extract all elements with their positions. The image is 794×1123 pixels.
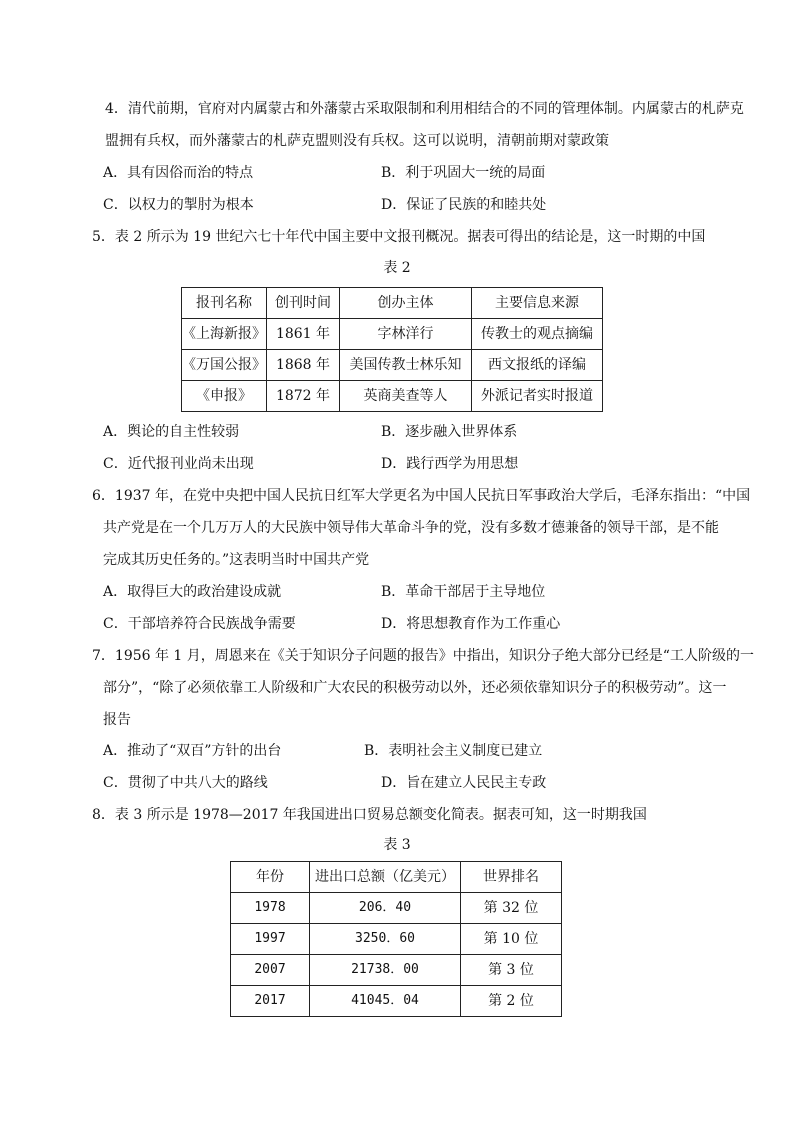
q5-option-c[interactable]: C．近代报刊业尚未出现 (103, 456, 254, 472)
table-cell: 41045．04 (310, 986, 461, 1017)
table-cell: 206．40 (310, 893, 461, 924)
q8-stem-line-1: 8．表 3 所示是 1978—2017 年我国进出口贸易总额变化简表。据表可知，这一时期我国 (92, 807, 647, 823)
table-cell: 2017 (231, 986, 310, 1017)
q7-option-c[interactable]: C．贯彻了中共八大的路线 (103, 775, 268, 791)
q6-option-a[interactable]: A．取得巨大的政治建设成就 (103, 584, 282, 600)
table-cell: 3250．60 (310, 924, 461, 955)
q7-stem-line-3: 报告 (103, 712, 131, 728)
table-3-caption: 表 3 (383, 837, 411, 853)
table-row (182, 350, 603, 381)
table-2-header-cell: 报刊名称 (182, 288, 267, 319)
table-cell: 21738．00 (310, 955, 461, 986)
q7-option-b[interactable]: B．表明社会主义制度已建立 (364, 743, 543, 759)
q7-option-a[interactable]: A．推动了“双百”方针的出台 (103, 743, 282, 759)
table-cell: 1978 (231, 893, 310, 924)
table-cell: 2007 (231, 955, 310, 986)
table-cell: 1872 年 (267, 381, 340, 412)
q7-stem-line-1: 7．1956 年 1 月，周恩来在《关于知识分子问题的报告》中指出，知识分子绝大部分已经是“工人阶级的一 (92, 648, 754, 664)
table-cell: 外派记者实时报道 (472, 381, 603, 412)
table-cell: 第 2 位 (461, 986, 562, 1017)
table-cell: 第 10 位 (461, 924, 562, 955)
table-cell: 美国传教士林乐知 (340, 350, 472, 381)
table-2 (181, 287, 603, 412)
q4-option-a[interactable]: A．具有因俗而治的特点 (103, 165, 254, 181)
q4-option-d[interactable]: D．保证了民族的和睦共处 (381, 197, 547, 213)
table-3-header-row (231, 862, 562, 893)
table-cell: 西文报纸的译编 (472, 350, 603, 381)
table-3-header-cell: 世界排名 (461, 862, 562, 893)
table-cell: 《万国公报》 (182, 350, 267, 381)
q4-option-c[interactable]: C．以权力的掣肘为根本 (103, 197, 254, 213)
table-cell: 《上海新报》 (182, 319, 267, 350)
table-cell: 传教士的观点摘编 (472, 319, 603, 350)
table-2-header-cell: 主要信息来源 (472, 288, 603, 319)
q6-stem-line-3: 完成其历史任务的。”这表明当时中国共产党 (103, 552, 370, 568)
q5-option-a[interactable]: A．舆论的自主性较弱 (103, 424, 240, 440)
q7-stem-line-2: 部分”，“除了必须依靠工人阶级和广大农民的积极劳动以外，还必须依靠知识分子的积极劳动”。这一 (103, 680, 727, 696)
table-cell: 1997 (231, 924, 310, 955)
table-cell: 《申报》 (182, 381, 267, 412)
q6-option-c[interactable]: C．干部培养符合民族战争需要 (103, 616, 296, 632)
q7-option-d[interactable]: D．旨在建立人民民主专政 (381, 775, 547, 791)
q5-option-d[interactable]: D．践行西学为用思想 (381, 456, 519, 472)
table-2-caption: 表 2 (383, 260, 411, 276)
table-3 (230, 861, 562, 1017)
table-3-header-cell: 年份 (231, 862, 310, 893)
q5-stem-line-1: 5．表 2 所示为 19 世纪六七十年代中国主要中文报刊概况。据表可得出的结论是，这一时期的中国 (92, 229, 706, 245)
table-cell: 字林洋行 (340, 319, 472, 350)
table-row (231, 893, 562, 924)
q6-option-b[interactable]: B．革命干部居于主导地位 (381, 584, 546, 600)
table-cell: 第 3 位 (461, 955, 562, 986)
table-cell: 第 32 位 (461, 893, 562, 924)
table-row (231, 986, 562, 1017)
table-cell: 1861 年 (267, 319, 340, 350)
q5-option-b[interactable]: B．逐步融入世界体系 (381, 424, 518, 440)
table-row (231, 955, 562, 986)
table-2-header-cell: 创刊时间 (267, 288, 340, 319)
q4-stem-line-1: 4．清代前期，官府对内属蒙古和外藩蒙古采取限制和利用相结合的不同的管理体制。内属蒙古的札萨克 (105, 101, 744, 117)
q6-stem-line-1: 6．1937 年，在党中央把中国人民抗日红军大学更名为中国人民抗日军事政治大学后，毛泽东指出：“中国 (92, 488, 751, 504)
table-2-header-cell: 创办主体 (340, 288, 472, 319)
table-row (182, 381, 603, 412)
q6-option-d[interactable]: D．将思想教育作为工作重心 (381, 616, 561, 632)
q4-stem-line-2: 盟拥有兵权，而外藩蒙古的札萨克盟则没有兵权。这可以说明，清朝前期对蒙政策 (105, 133, 609, 149)
table-row (182, 319, 603, 350)
table-cell: 1868 年 (267, 350, 340, 381)
q4-option-b[interactable]: B．利于巩固大一统的局面 (381, 165, 546, 181)
table-3-header-cell: 进出口总额（亿美元） (310, 862, 461, 893)
q6-stem-line-2: 共产党是在一个几万万人的大民族中领导伟大革命斗争的党，没有多数才德兼备的领导干部，是不能 (103, 520, 719, 536)
table-cell: 英商美查等人 (340, 381, 472, 412)
table-2-header-row (182, 288, 603, 319)
table-row (231, 924, 562, 955)
